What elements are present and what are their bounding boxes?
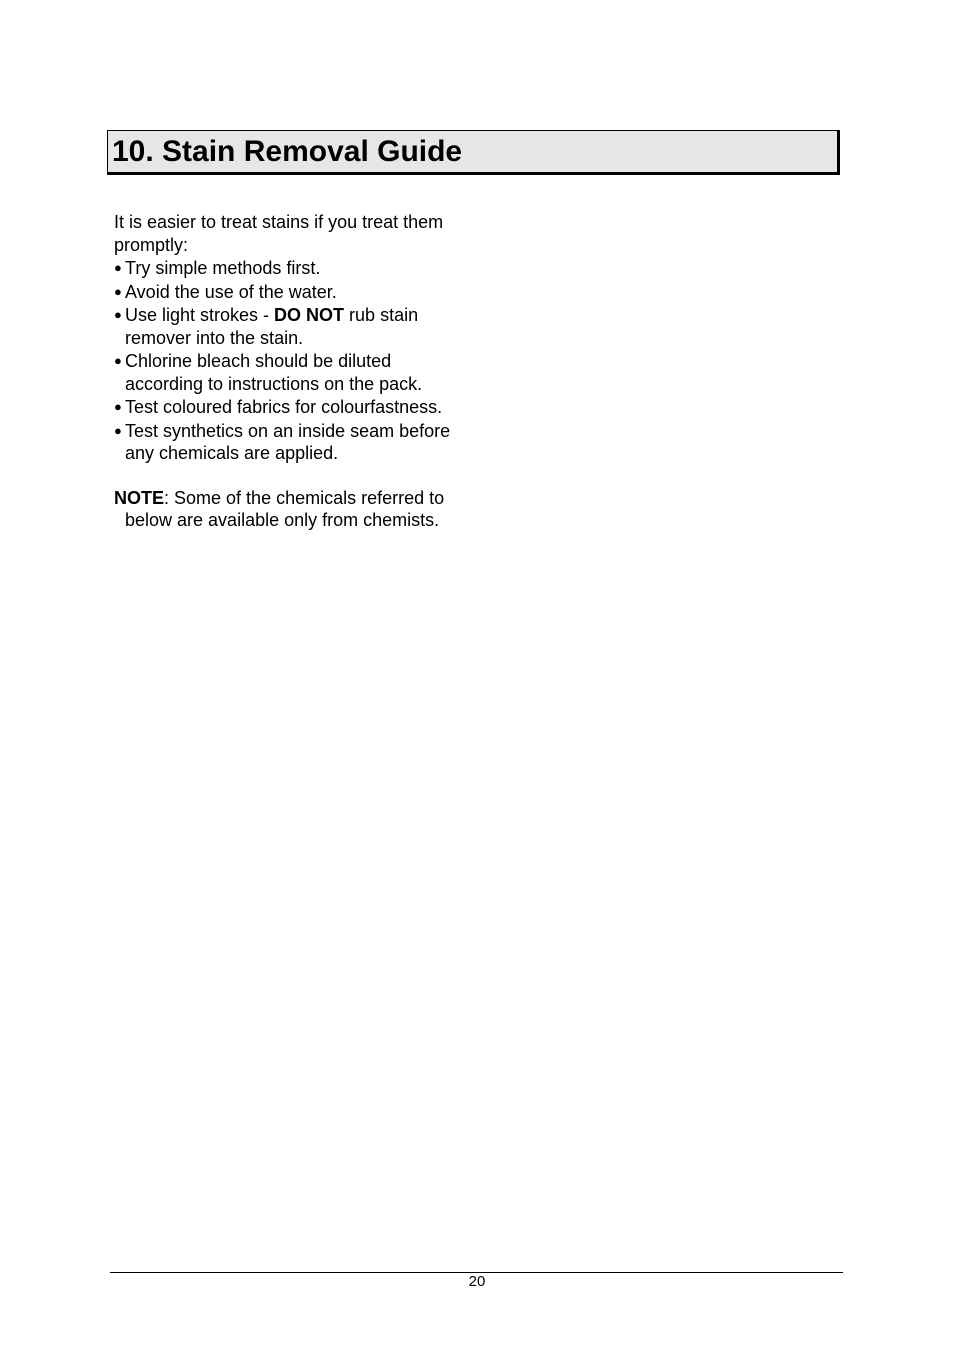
list-item <box>114 420 459 465</box>
section-title: 10. Stain Removal Guide <box>112 135 463 168</box>
note-label: NOTE <box>114 487 165 508</box>
list-item <box>114 304 459 349</box>
list-item-emphasis: DO NOT <box>274 305 345 325</box>
list-item-text: Try simple methods first. <box>125 258 321 278</box>
bullet-icon: ● <box>114 422 122 438</box>
bullet-icon: ● <box>114 283 122 299</box>
bullet-icon: ● <box>114 260 122 275</box>
note-text: : Some of the chemicals referred to below are available only from chemists. <box>125 487 445 530</box>
note-paragraph <box>114 487 459 532</box>
list-item-text: Test synthetics on an inside seam before any chemicals are applied. <box>125 420 451 463</box>
list-item-text: Avoid the use of the water. <box>125 281 337 302</box>
page-number: 20 <box>468 1273 486 1290</box>
bullet-icon: ● <box>114 307 122 322</box>
list-item-text-after: rub stain remover into the stain. <box>125 305 419 348</box>
content-column <box>114 211 459 532</box>
list-item <box>114 281 459 304</box>
intro-paragraph: It is easier to treat stains if you treat them promptly: <box>114 212 444 255</box>
list-item-text: Test coloured fabrics for colourfastness. <box>125 397 443 417</box>
bullet-icon: ● <box>114 353 122 368</box>
bullet-icon: ● <box>114 399 122 414</box>
list-item-text: Chlorine bleach should be diluted according to instructions on the pack. <box>125 351 423 394</box>
list-item <box>114 350 459 395</box>
list-item <box>114 396 459 419</box>
list-item-text-before: Use light strokes - <box>125 305 275 325</box>
section-title-box <box>107 130 840 175</box>
tips-list <box>114 257 459 465</box>
list-item <box>114 257 459 280</box>
